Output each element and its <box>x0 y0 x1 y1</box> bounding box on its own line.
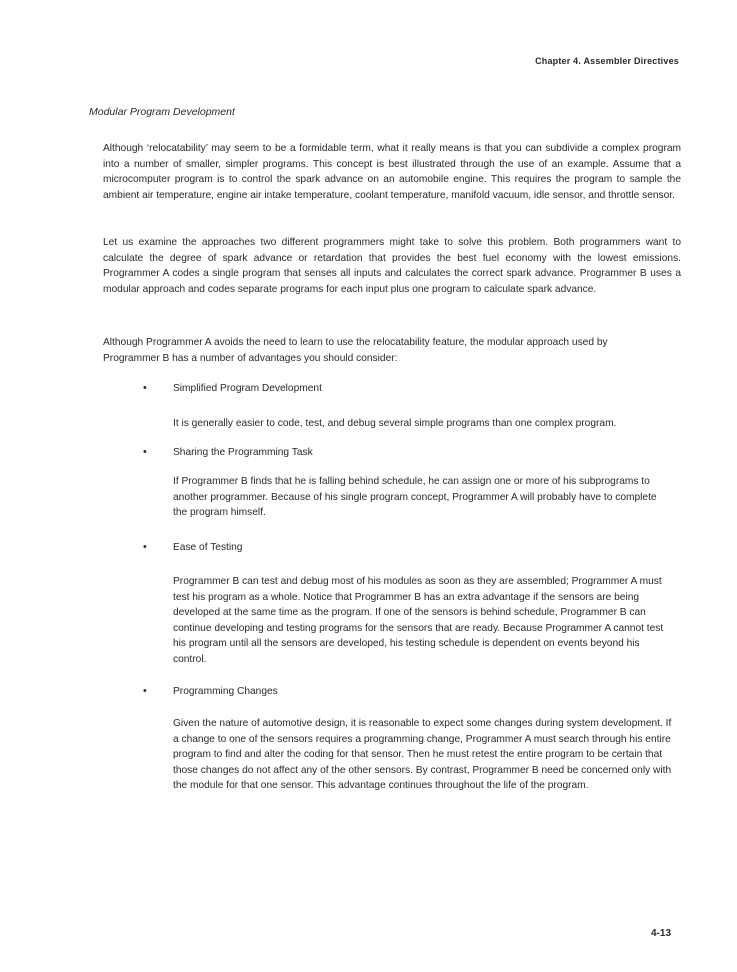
running-head: Chapter 4. Assembler Directives <box>535 56 679 66</box>
advantage-title-changes: Programming Changes <box>173 686 278 697</box>
paragraph-approaches: Let us examine the approaches two different programmers might take to solve this problem. Both programmers want to calculate the degree of spark advance or retardation that provides the best fuel economy with the lowest emissions. Programmer A codes a single program that senses all inputs and calculates the correct spark advance. Programmer B uses a modular approach and codes separate programs for each input plus one program to calculate spark advance. <box>103 237 681 295</box>
advantage-body-simplified: It is generally easier to code, test, and debug several simple programs than one complex program. <box>173 418 617 429</box>
bullet-marker: • <box>143 541 147 553</box>
advantage-title-testing: Ease of Testing <box>173 542 243 553</box>
advantage-body-sharing: If Programmer B finds that he is falling behind schedule, he can assign one or more of his subprograms to another programmer. Because of his single program concept, Programmer A will probably have to complete the program himself. <box>173 476 657 519</box>
advantage-body-testing: Programmer B can test and debug most of his modules as soon as they are assembled; Programmer A must test his program as a whole. Notice that Programmer B has an extra advantage if the sensors are being developed at the same time as the program. If one of the sensors is behind schedule, Programmer B can continue developing and testing programs for the sensors that are ready. Because Programmer A cannot test his program until all the sensors are developed, his testing schedule is dependent on events beyond his control. <box>173 576 664 665</box>
paragraph-intro: Although ‘relocatability’ may seem to be a formidable term, what it really means is that you can subdivide a complex program into a number of smaller, simpler programs. This concept is best illustrated through the use of an example. Assume that a microcomputer program is to control the spark advance on an automobile engine. This requires the program to sample the ambient air temperature, engine air intake temperature, coolant temperature, manifold vacuum, idle sensor, and throttle sensor. <box>103 143 681 201</box>
bullet-marker: • <box>143 685 147 697</box>
bullet-marker: • <box>143 382 147 394</box>
bullet-marker: • <box>143 446 147 458</box>
advantage-body-changes: Given the nature of automotive design, it is reasonable to expect some changes during system development. If a change to one of the sensors requires a programming change, Programmer A must search through his entire program to find and alter the coding for that sensor. Then he must retest the entire program to be certain that those changes do not affect any of the other sensors. By contrast, Programmer B need be concerned only with the module for that one sensor. This advantage continues throughout the life of the program. <box>173 718 672 792</box>
page-number: 4-13 <box>650 928 671 939</box>
advantage-title-sharing: Sharing the Programming Task <box>173 447 313 458</box>
paragraph-advantages-lead: Although Programmer A avoids the need to learn to use the relocatability feature, the modular approach used by Programmer B has a number of advantages you should consider: <box>103 337 608 364</box>
advantage-title-simplified: Simplified Program Development <box>173 383 322 394</box>
section-title: Modular Program Development <box>89 106 235 118</box>
